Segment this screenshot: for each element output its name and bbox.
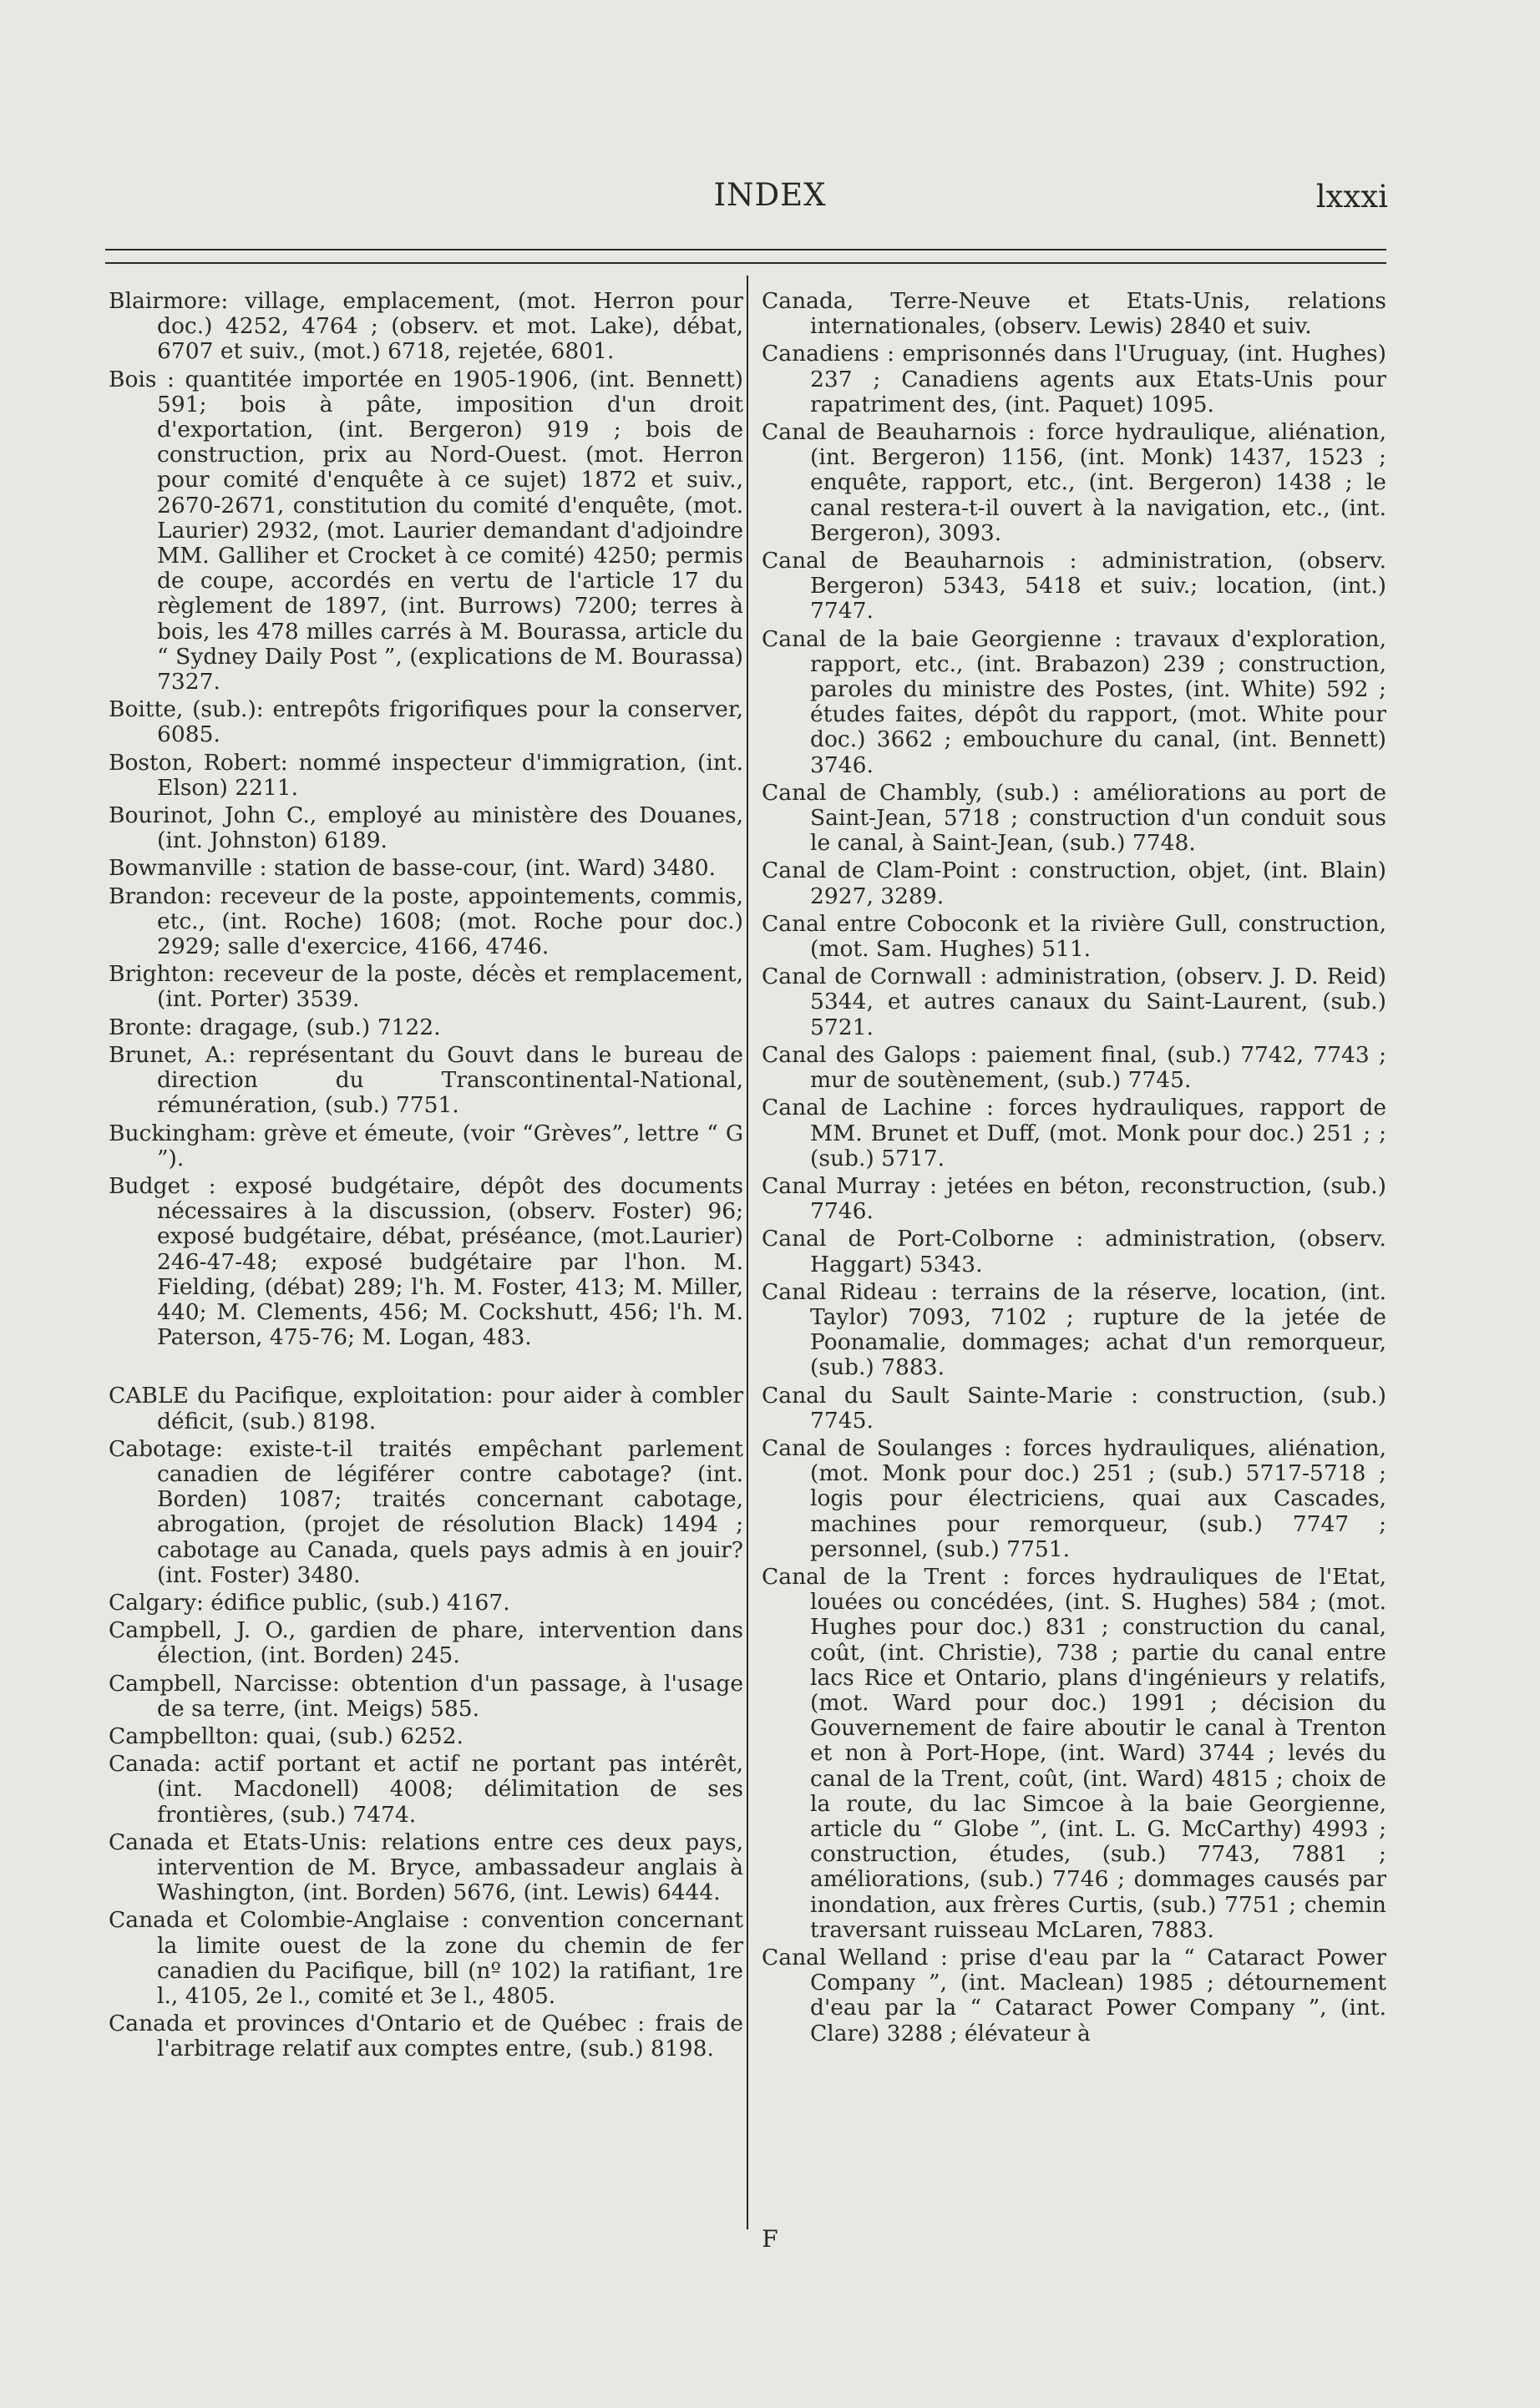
running-head bbox=[0, 177, 1540, 219]
index-entry: Blairmore: village, emplacement, (mot. Herron pour doc.) 4252, 4764 ; (observ. et mot. Lake), débat, 6707 et suiv., (mot.) 6718, rejetée, 6801. bbox=[109, 288, 743, 365]
index-entry: Canal de Beauharnois : force hydraulique, aliénation, (int. Bergeron) 1156, (int. Monk) 1437, 1523 ; enquête, rapport, etc., (int. Bergeron) 1438 ; le canal restera-t-il ouvert à la navigation, etc., (int. Bergeron), 3093. bbox=[762, 419, 1386, 546]
index-entry: Bronte: dragage, (sub.) 7122. bbox=[109, 1014, 441, 1040]
index-entry: Canada, Terre-Neuve et Etats-Unis, relations internationales, (observ. Lewis) 2840 et suiv. bbox=[762, 288, 1386, 340]
right-index-column bbox=[762, 289, 1386, 2049]
index-entry: Boitte, (sub.): entrepôts frigorifiques pour la conserver, 6085. bbox=[109, 696, 743, 748]
running-title: INDEX bbox=[713, 177, 827, 213]
index-entry: Bois : quantitée importée en 1905-1906, (int. Bennett) 591; bois à pâte, imposition d'un droit d'exportation, (int. Bergeron) 919 ; bois de construction, prix au Nord-Ouest. (mot. Herron pour comité d'enquête à ce sujet) 1872 et suiv., 2670-2671, constitution du comité d'enquête, (mot. Laurier) 2932, (mot. Laurier demandant d'adjoindre MM. Galliher et Crocket à ce comité) 4250; permis de coupe, accordés en vertu de l'article 17 du règlement de 1897, (int. Burrows) 7200; terres à bois, les 478 milles carrés à M. Bourassa, article du “ Sydney Daily Post ”, (explications de M. Bourassa) 7327. bbox=[109, 366, 743, 696]
index-entry: Canal de la baie Georgienne : travaux d'exploration, rapport, etc., (int. Brabazon) 239 ; construction, paroles du ministre des Postes, (int. White) 592 ; études faites, dépôt du rapport, (mot. White pour doc.) 3662 ; embouchure du canal, (int. Bennett) 3746. bbox=[762, 625, 1386, 778]
index-entry: Budget : exposé budgétaire, dépôt des documents nécessaires à la discussion, (observ. Foster) 96; exposé budgétaire, débat, préséance, (mot.Laurier) 246-47-48; exposé budgétaire par l'hon. M. Fielding, (débat) 289; l'h. M. Foster, 413; M. Miller, 440; M. Clements, 456; M. Cockshutt, 456; l'h. M. Paterson, 475-76; M. Logan, 483. bbox=[109, 1172, 743, 1351]
index-entry: Canal des Galops : paiement final, (sub.) 7742, 7743 ; mur de soutènement, (sub.) 7745. bbox=[762, 1041, 1386, 1094]
index-entry: Buckingham: grève et émeute, (voir “Grèves”, lettre “ G ”). bbox=[109, 1120, 743, 1171]
index-entry: Canal du Sault Sainte-Marie : construction, (sub.) 7745. bbox=[762, 1382, 1386, 1434]
page-number: lxxxi bbox=[1315, 179, 1388, 215]
index-entry: Canal de Chambly, (sub.) : améliorations au port de Saint-Jean, 5718 ; construction d'un conduit sous le canal, à Saint-Jean, (sub.) 7748. bbox=[762, 779, 1386, 857]
index-entry: Brunet, A.: représentant du Gouvt dans le bureau de direction du Transcontinental-National, rémunération, (sub.) 7751. bbox=[109, 1041, 743, 1119]
index-entry: Canal Murray : jetées en béton, reconstruction, (sub.) 7746. bbox=[762, 1172, 1386, 1225]
index-entry: CABLE du Pacifique, exploitation: pour aider à combler déficit, (sub.) 8198. bbox=[109, 1383, 743, 1434]
index-entry: Canal de Lachine : forces hydrauliques, rapport de MM. Brunet et Duff, (mot. Monk pour doc.) 251 ; ; (sub.) 5717. bbox=[762, 1095, 1386, 1171]
signature-mark: F bbox=[762, 2225, 778, 2253]
index-entry: Canada: actif portant et actif ne portant pas intérêt, (int. Macdonell) 4008; délimitation de ses frontières, (sub.) 7474. bbox=[109, 1751, 743, 1828]
left-index-column bbox=[109, 289, 743, 2065]
index-entry: Boston, Robert: nommé inspecteur d'immigration, (int. Elson) 2211. bbox=[109, 749, 743, 801]
index-entry: Canal de la Trent : forces hydrauliques de l'Etat, louées ou concédées, (int. S. Hughes) 584 ; (mot. Hughes pour doc.) 831 ; construction du canal, coût, (int. Christie), 738 ; partie du canal entre lacs Rice et Ontario, plans d'ingénieurs y relatifs, (mot. Ward pour doc.) 1991 ; décision du Gouvernement de faire aboutir le canal à Trenton et non à Port-Hope, (int. Ward) 3744 ; levés du canal de la Trent, coût, (int. Ward) 4815 ; choix de la route, du lac Simcoe à la baie Georgienne, article du “ Globe ”, (int. L. G. McCarthy) 4993 ; construction, études, (sub.) 7743, 7881 ; améliorations, (sub.) 7746 ; dommages causés par inondation, aux frères Curtis, (sub.) 7751 ; chemin traversant ruisseau McLaren, 7883. bbox=[762, 1563, 1386, 1943]
index-entry: Canal de Clam-Point : construction, objet, (int. Blain) 2927, 3289. bbox=[762, 857, 1386, 909]
index-entry: Canal Rideau : terrains de la réserve, location, (int. Taylor) 7093, 7102 ; rupture de la jetée de Poonamalie, dommages; achat d'un remorqueur, (sub.) 7883. bbox=[762, 1278, 1386, 1381]
header-rule-bottom bbox=[105, 262, 1386, 264]
column-divider bbox=[747, 276, 748, 2229]
index-entry: Canal de Soulanges : forces hydrauliques, aliénation, (mot. Monk pour doc.) 251 ; (sub.) 5717-5718 ; logis pour électriciens, quai aux Cascades, machines pour remorqueur, (sub.) 7747 ; personnel, (sub.) 7751. bbox=[762, 1434, 1386, 1562]
index-entry: Canada et Colombie-Anglaise : convention concernant la limite ouest de la zone du chemin de fer canadien du Pacifique, bill (nº 102) la ratifiant, 1re l., 4105, 2e l., comité et 3e l., 4805. bbox=[109, 1907, 743, 2009]
index-entry: Campbell, J. O., gardien de phare, intervention dans élection, (int. Borden) 245. bbox=[109, 1617, 743, 1669]
index-entry: Campbell, Narcisse: obtention d'un passage, à l'usage de sa terre, (int. Meigs) 585. bbox=[109, 1670, 743, 1722]
header-rule-top bbox=[105, 249, 1386, 250]
index-entry: Calgary: édifice public, (sub.) 4167. bbox=[109, 1589, 510, 1616]
index-entry: Bowmanville : station de basse-cour, (int. Ward) 3480. bbox=[109, 855, 717, 882]
index-entry: Bourinot, John C., employé au ministère des Douanes, (int. Johnston) 6189. bbox=[109, 802, 743, 854]
index-entry: Cabotage: existe-t-il traités empêchant parlement canadien de légiférer contre cabotage? (int. Borden) 1087; traités concernant cabotage, abrogation, (projet de résolution Black) 1494 ; cabotage au Canada, quels pays admis à en jouir? (int. Foster) 3480. bbox=[109, 1435, 743, 1588]
index-entry: Brandon: receveur de la poste, appointements, commis, etc., (int. Roche) 1608; (mot. Roche pour doc.) 2929; salle d'exercice, 4166, 4746. bbox=[109, 883, 743, 960]
index-entry: Canal de Port-Colborne : administration, (observ. Haggart) 5343. bbox=[762, 1226, 1386, 1277]
index-entry: Brighton: receveur de la poste, décès et remplacement, (int. Porter) 3539. bbox=[109, 961, 743, 1013]
index-entry: Canal entre Coboconk et la rivière Gull, construction, (mot. Sam. Hughes) 511. bbox=[762, 910, 1386, 963]
index-entry: Canal Welland : prise d'eau par la “ Cataract Power Company ”, (int. Maclean) 1985 ; détournement d'eau par la “ Cataract Power Company ”, (int. Clare) 3288 ; élévateur à bbox=[762, 1945, 1386, 2046]
index-entry: Canal de Cornwall : administration, (observ. J. D. Reid) 5344, et autres canaux du Saint-Laurent, (sub.) 5721. bbox=[762, 964, 1386, 1040]
index-entry: Canadiens : emprisonnés dans l'Uruguay, (int. Hughes) 237 ; Canadiens agents aux Etats-Unis pour rapatriment des, (int. Paquet) 1095. bbox=[762, 341, 1386, 417]
index-entry: Canada et Etats-Unis: relations entre ces deux pays, intervention de M. Bryce, ambassadeur anglais à Washington, (int. Borden) 5676, (int. Lewis) 6444. bbox=[109, 1829, 743, 1906]
index-entry: Canal de Beauharnois : administration, (observ. Bergeron) 5343, 5418 et suiv.; location, (int.) 7747. bbox=[762, 548, 1386, 625]
index-entry: Canada et provinces d'Ontario et de Québec : frais de l'arbitrage relatif aux comptes entre, (sub.) 8198. bbox=[109, 2011, 743, 2062]
index-entry: Campbellton: quai, (sub.) 6252. bbox=[109, 1723, 464, 1749]
